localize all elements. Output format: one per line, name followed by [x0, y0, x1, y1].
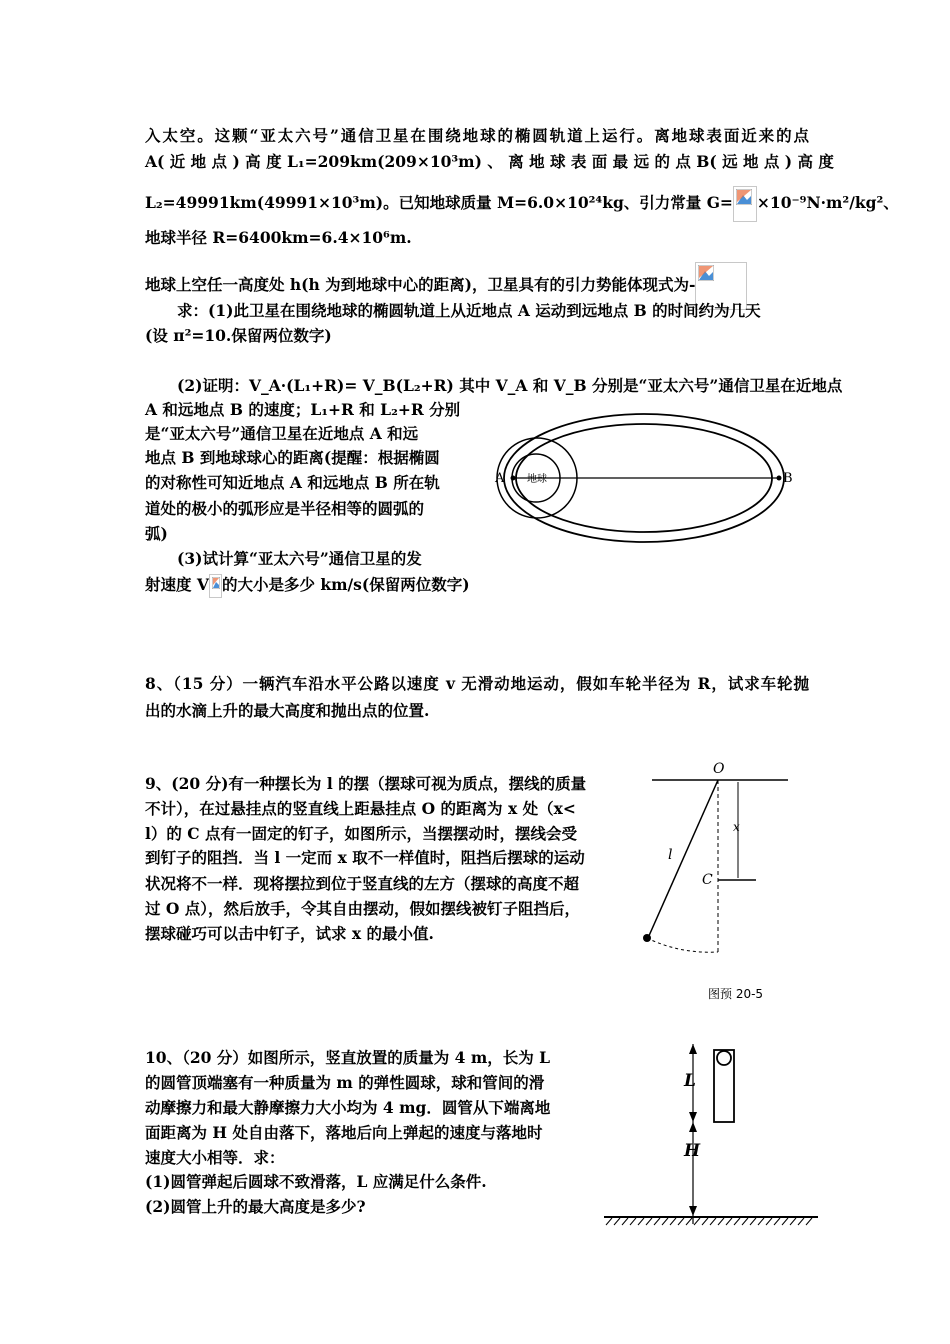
arrow-up-icon-2 [689, 1122, 697, 1132]
p10-line-7: (2)圆管上升的最大高度是多少? [145, 1197, 366, 1216]
p7-q2-line-2: A 和远地点 B 的速度；L₁+R 和 L₂+R 分别 [145, 400, 461, 419]
arrow-down-icon [689, 1112, 697, 1122]
p7-line-2: A( 近 地 点 ) 高 度 L₁=209km(209×10³m) 、 离 地 球 表 面 最 远 的 点 B( 远 地 点 ) 高 度 [145, 152, 834, 171]
p10-line-2: 的圆管顶端塞有一种质量为 m 的弹性圆球，球和管间的滑 [145, 1073, 545, 1092]
p8-line-2: 出的水滴上升的最大高度和抛出点的位置. [145, 701, 430, 720]
point-a [511, 476, 516, 481]
label-b: B [783, 471, 793, 486]
p9-line-6: 过 O 点），然后放手，令其自由摆动，假如摆线被钉子阻挡后， [145, 899, 581, 918]
p7-line-1: 入太空。这颗“亚太六号”通信卫星在围绕地球的椭圆轨道上运行。离地球表面近来的点 [145, 126, 809, 145]
label-c: C [702, 872, 713, 888]
p7-line-3b: ×10⁻⁹N·m²/kg²、 [756, 193, 899, 212]
label-l: l [668, 847, 673, 863]
p7-q1-line-2: (设 π²=10.保留两位数字) [145, 326, 332, 345]
p10-line-1: 10、（20 分）如图所示，竖直放置的质量为 4 m，长为 L [145, 1048, 551, 1067]
p10-line-4: 面距离为 H 处自由落下，落地后向上弹起的速度与落地时 [145, 1123, 543, 1142]
p10-line-5: 速度大小相等．求： [145, 1148, 285, 1167]
formula-image-placeholder-icon [209, 574, 222, 598]
label-o: O [713, 761, 725, 777]
p7-line-5-text: 地球上空任一高度处 h(h 为到地球中心的距离)，卫星具有的引力势能体现式为- [145, 275, 696, 294]
p7-q2-line-1: (2)证明：V_A·(L₁+R)= V_B(L₂+R) 其中 V_A 和 V_B 分别是“亚太六号”通信卫星在近地点 [177, 376, 843, 395]
pendulum-string [648, 780, 718, 938]
p7-q2-line-4: 地点 B 到地球球心的距离(提醒：根据椭圆 [145, 448, 440, 467]
tube-diagram [600, 1036, 822, 1236]
p7-q2-line-6: 道处的极小的弧形应是半径相等的圆弧的 [145, 499, 425, 518]
label-earth: 地球 [527, 474, 547, 485]
label-l: L [684, 1071, 696, 1091]
p8-line-1: 8、（15 分）一辆汽车沿水平公路以速度 v 无滑动地运动，假如车轮半径为 R，试求车轮抛 [145, 674, 809, 693]
p9-line-3: l）的 C 点有一固定的钉子，如图所示，当摆摆动时，摆线会受 [145, 824, 578, 843]
p9-line-7: 摆球碰巧可以击中钉子，试求 x 的最小值. [145, 924, 434, 943]
swing-arc [647, 938, 718, 952]
p7-q3-line-2a: 射速度 V [145, 575, 209, 594]
arrow-up-icon [689, 1044, 697, 1054]
p7-line-3 [145, 186, 899, 222]
p10-line-6: (1)圆管弹起后圆球不致滑落，L 应满足什么条件. [145, 1172, 487, 1191]
p9-line-4: 到钉子的阻挡．当 l 一定而 x 取不一样值时，阻挡后摆球的运动 [145, 848, 585, 867]
point-b [777, 476, 782, 481]
p7-line-4: 地球半径 R=6400km=6.4×10⁶m. [145, 228, 412, 247]
p9-line-5: 状况将不一样．现将摆拉到位于竖直线的左方（摆球的高度不超 [145, 874, 580, 893]
arrow-down-icon-2 [689, 1206, 697, 1216]
label-x: x [733, 820, 740, 834]
p7-q2-line-5: 的对称性可知近地点 A 和远地点 B 所在轨 [145, 473, 440, 492]
p10-line-3: 动摩擦力和最大静摩擦力大小均为 4 mg．圆管从下端离地 [145, 1098, 551, 1117]
p9-line-2: 不计），在过悬挂点的竖直线上距悬挂点 O 的距离为 x 处（x< [145, 799, 576, 818]
ground-hatch [606, 1218, 812, 1225]
p9-line-1: 9、(20 分)有一种摆长为 l 的摆（摆球可视为质点，摆线的质量 [145, 774, 587, 793]
p7-q2-line-7: 弧) [145, 524, 168, 543]
formula-image-placeholder-icon [733, 186, 757, 222]
p7-line-3a: L₂=49991km(49991×10³m)。已知地球质量 M=6.0×10²⁴kg、引力常量 G= [145, 193, 733, 212]
p7-q1-line-1: 求：(1)此卫星在围绕地球的椭圆轨道上从近地点 A 运动到远地点 B 的时间约为几天 [177, 301, 761, 320]
p7-q3-line-1: (3)试计算“亚太六号”通信卫星的发 [177, 549, 422, 568]
p7-q3-line-2 [145, 573, 470, 598]
p7-q3-line-2b: 的大小是多少 km/s(保留两位数字) [221, 575, 470, 594]
pendulum-diagram [630, 756, 800, 1006]
orbit-diagram [490, 408, 800, 548]
p7-q2-line-3: 是“亚太六号”通信卫星在近地点 A 和远 [145, 424, 419, 443]
label-h: H [684, 1141, 701, 1161]
figure-caption: 图预 20-5 [708, 987, 764, 1001]
ball [717, 1051, 731, 1065]
label-a: A [495, 471, 505, 486]
